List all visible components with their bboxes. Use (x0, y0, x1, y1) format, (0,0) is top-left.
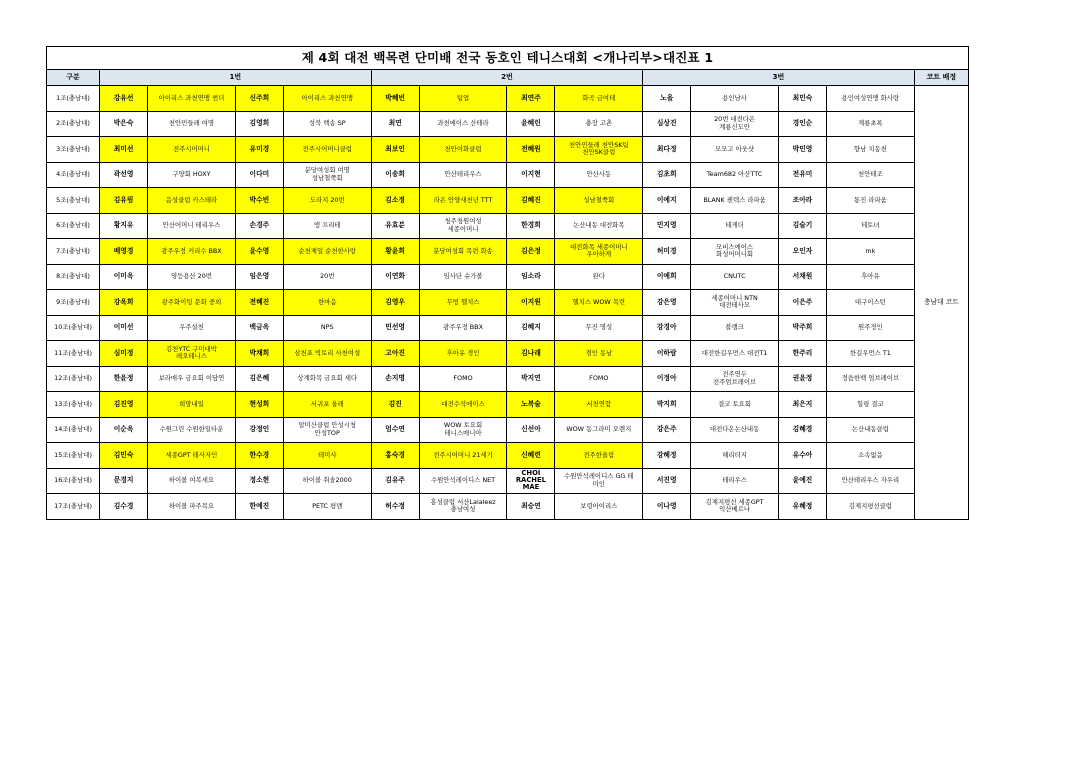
club-name: 임사단 슈가볼 (419, 264, 507, 290)
club-name: mk (826, 239, 914, 265)
player-name: 김유주 (371, 468, 419, 494)
player-name: 전혜진 (235, 290, 283, 316)
club-name: 전주한울림 (555, 443, 643, 469)
player-name: 신선아 (507, 417, 555, 443)
club-name: 소속없음 (826, 443, 914, 469)
club-name: 용인남사 (691, 86, 779, 112)
player-name: 심상진 (643, 111, 691, 137)
club-name: 안산테리우스 (419, 162, 507, 188)
club-name: 서천연합 (555, 392, 643, 418)
club-name: 테리우스 (691, 468, 779, 494)
club-name: 천안민들레 천안SK팀 천안SK클럽 (555, 137, 643, 163)
club-name: 구양회 HOXY (148, 162, 236, 188)
club-name: 논산내동 대전화목 (555, 213, 643, 239)
player-name: 최연주 (507, 86, 555, 112)
club-name: 수원만석레이디스 GG 테 미인 (555, 468, 643, 494)
club-name: 음성클럽 카스테라 (148, 188, 236, 214)
player-name: 전유미 (778, 162, 826, 188)
player-name: 백금옥 (235, 315, 283, 341)
player-name: 강은영 (643, 290, 691, 316)
table-row (47, 417, 969, 443)
club-name: 통진 라파움 (826, 188, 914, 214)
club-name: 하이볼 파주목요 (148, 494, 236, 520)
player-name: 엄수연 (371, 417, 419, 443)
club-name: 보라매우 금요회 이담연 (148, 366, 236, 392)
table-row (47, 188, 969, 214)
club-name: PETC 평맨 (283, 494, 371, 520)
player-name: 김영희 (235, 111, 283, 137)
player-name: 이순옥 (100, 417, 148, 443)
club-name: 모모고 아웃샷 (691, 137, 779, 163)
player-name: 전혜원 (507, 137, 555, 163)
club-name: 희망내일 (148, 392, 236, 418)
player-name: 김혜경 (778, 417, 826, 443)
player-name: 박지연 (507, 366, 555, 392)
header-col2: 2번 (371, 70, 643, 86)
player-name: 최민숙 (778, 86, 826, 112)
player-name: 유미경 (235, 137, 283, 163)
club-name: 김천YTC 구미대박 레오테니스 (148, 341, 236, 367)
player-name: 김영우 (371, 290, 419, 316)
player-name: 이송희 (371, 162, 419, 188)
player-name: 경인순 (778, 111, 826, 137)
club-name: 블랭크 (691, 315, 779, 341)
table-row (47, 468, 969, 494)
player-name: 신주희 (235, 86, 283, 112)
group-label: 16조(충남대) (47, 468, 100, 494)
club-name: 대구이스턴 (826, 290, 914, 316)
club-name: 경인 동남 (555, 341, 643, 367)
player-name: 임소라 (507, 264, 555, 290)
club-name: 한마음 (283, 290, 371, 316)
table-row (47, 239, 969, 265)
group-label: 8조(충남대) (47, 264, 100, 290)
club-name: 전주시어머니 21세기 (419, 443, 507, 469)
group-label: 6조(충남대) (47, 213, 100, 239)
club-name: 대전수석에이스 (419, 392, 507, 418)
player-name: 고아진 (371, 341, 419, 367)
club-name: 후아유 (826, 264, 914, 290)
player-name: 한예진 (235, 494, 283, 520)
club-name: 김제지평선 세종GPT 익산베르나 (691, 494, 779, 520)
club-name: 정읍한백 엄브레이브 (826, 366, 914, 392)
table-row (47, 137, 969, 163)
club-name: 안산사동 (555, 162, 643, 188)
player-name: 유수아 (778, 443, 826, 469)
club-name: 화곡 금여테 (555, 86, 643, 112)
player-name: 배영경 (100, 239, 148, 265)
player-name: 최다정 (643, 137, 691, 163)
group-label: 10조(충남대) (47, 315, 100, 341)
club-name: 하이볼 여복세요 (148, 468, 236, 494)
club-name: 안산테리우스 자우리 (826, 468, 914, 494)
player-name: 강경아 (643, 315, 691, 341)
club-name: 대전다온논산내동 (691, 417, 779, 443)
group-label: 9조(충남대) (47, 290, 100, 316)
club-name: 순천제일 순천한사랑 (283, 239, 371, 265)
group-label: 3조(충남대) (47, 137, 100, 163)
page-title: 제 4회 대전 백목련 단미배 전국 동호인 테니스대회 <개나리부>대진표 1 (47, 47, 969, 70)
player-name: 이예지 (643, 188, 691, 214)
club-name: Team682 아산TTC (691, 162, 779, 188)
group-label: 1조(충남대) (47, 86, 100, 112)
club-name: 전주시어머니클럽 (283, 137, 371, 163)
table-row (47, 366, 969, 392)
player-name: 김진 (371, 392, 419, 418)
club-name: 무빙 헬치스 (419, 290, 507, 316)
player-name: 강은주 (643, 417, 691, 443)
player-name: 유효분 (371, 213, 419, 239)
group-label: 5조(충남대) (47, 188, 100, 214)
player-name: 박혜빈 (371, 86, 419, 112)
player-name: 현성희 (235, 392, 283, 418)
player-name: 김초희 (643, 162, 691, 188)
group-label: 4조(충남대) (47, 162, 100, 188)
club-name: 천안이화클럽 (419, 137, 507, 163)
header-row (47, 70, 969, 86)
player-name: 최미선 (100, 137, 148, 163)
player-name: 김수경 (100, 494, 148, 520)
player-name: 권윤정 (778, 366, 826, 392)
table-row (47, 86, 969, 112)
player-name: 곽선영 (100, 162, 148, 188)
table-row (47, 290, 969, 316)
table-row (47, 494, 969, 520)
club-name: BLANK 켄텍스 라파움 (691, 188, 779, 214)
club-name: NPS (283, 315, 371, 341)
player-name: 김슬기 (778, 213, 826, 239)
player-name: 이은주 (778, 290, 826, 316)
club-name: 아이리스 과천연맹 (283, 86, 371, 112)
player-name: 김나래 (507, 341, 555, 367)
group-label: 17조(충남대) (47, 494, 100, 520)
club-name: 수원그린 수원한일타운 (148, 417, 236, 443)
player-name: 이나영 (643, 494, 691, 520)
group-label: 12조(충남대) (47, 366, 100, 392)
player-name: 정소현 (235, 468, 283, 494)
player-name: 박민영 (778, 137, 826, 163)
club-name: 모비스에이스 화성어머니회 (691, 239, 779, 265)
player-name: 최연 (371, 111, 419, 137)
club-name: 광주화이팅 문화 중외 (148, 290, 236, 316)
club-name: 청주청원여성 세종어머니 (419, 213, 507, 239)
club-name: 엥 프리테 (283, 213, 371, 239)
club-name: 광주우정 커리수 BBX (148, 239, 236, 265)
player-name: 김유림 (100, 188, 148, 214)
player-name: 황윤희 (371, 239, 419, 265)
club-name: 분당여성회 목련 화송 (419, 239, 507, 265)
player-name: 윤예진 (778, 468, 826, 494)
table-row (47, 111, 969, 137)
player-name: 손지명 (371, 366, 419, 392)
club-name: 세종GPT 테사자인 (148, 443, 236, 469)
club-name: 결코 토요회 (691, 392, 779, 418)
table-row (47, 315, 969, 341)
player-name: 한주리 (778, 341, 826, 367)
club-name: 광주우정 BBX (419, 315, 507, 341)
player-name: 이정아 (643, 366, 691, 392)
club-name: 김제지평선클럽 (826, 494, 914, 520)
player-name: 서진영 (643, 468, 691, 494)
club-name: 영등용산 20번 (148, 264, 236, 290)
group-label: 7조(충남대) (47, 239, 100, 265)
player-name: 윤혜린 (507, 111, 555, 137)
table-row (47, 162, 969, 188)
player-name: 최은지 (778, 392, 826, 418)
club-name: 후아유 경인 (419, 341, 507, 367)
player-name: 김민숙 (100, 443, 148, 469)
player-name: 윤수영 (235, 239, 283, 265)
club-name: WOW 동그라미 오렌지 (555, 417, 643, 443)
club-name: 과천에이스 산테라 (419, 111, 507, 137)
player-name: 한윤정 (100, 366, 148, 392)
club-name: 무진 명성 (555, 315, 643, 341)
player-name: 이예희 (643, 264, 691, 290)
club-name: 용인여성연맹 화사랑 (826, 86, 914, 112)
club-name: 분당여성회 여명 성남철쭉회 (283, 162, 371, 188)
club-name: 20번 대전다온 계룡신도안 (691, 111, 779, 137)
group-label: 13조(충남대) (47, 392, 100, 418)
player-name: 서채원 (778, 264, 826, 290)
player-name: 유혜정 (778, 494, 826, 520)
club-name: 세종어머니 NTN 대전테사모 (691, 290, 779, 316)
player-name: 김진영 (100, 392, 148, 418)
player-name: 최승연 (507, 494, 555, 520)
player-name: 이미옥 (100, 264, 148, 290)
club-name: 천안테조 (826, 162, 914, 188)
club-name: 삼천포 빅토리 사천여성 (283, 341, 371, 367)
player-name: 홍숙경 (371, 443, 419, 469)
club-name: 힐링 결코 (826, 392, 914, 418)
club-name: 계룡초록 (826, 111, 914, 137)
player-name: 문경지 (100, 468, 148, 494)
group-label: 2조(충남대) (47, 111, 100, 137)
club-name: 수원안석레이디스 NET (419, 468, 507, 494)
club-name: FOMO (555, 366, 643, 392)
player-name: 손경주 (235, 213, 283, 239)
club-name: 우주설천 (148, 315, 236, 341)
club-name: CNUTC (691, 264, 779, 290)
group-label: 11조(충남대) (47, 341, 100, 367)
player-name: 신혜련 (507, 443, 555, 469)
player-name: 강혜정 (643, 443, 691, 469)
club-name: 한길우먼스 T1 (826, 341, 914, 367)
club-name: FOMO (419, 366, 507, 392)
club-name: 대전한길우먼스 대전T1 (691, 341, 779, 367)
player-name: 허미경 (643, 239, 691, 265)
club-name: 홍성클럽 서산Lalaleez 충남여성 (419, 494, 507, 520)
club-name: 논산내동클럽 (826, 417, 914, 443)
court-assignment: 충남대 코트 (914, 86, 968, 520)
player-name: 강옥희 (100, 290, 148, 316)
player-name: 박채희 (235, 341, 283, 367)
table-row (47, 264, 969, 290)
club-name: 보령아이리스 (555, 494, 643, 520)
club-name: 라온 안양새천년 TTT (419, 188, 507, 214)
club-name: 서귀포 올레 (283, 392, 371, 418)
player-name: 박주희 (778, 315, 826, 341)
player-name: 한수경 (235, 443, 283, 469)
club-name: 안산어머니 테리우스 (148, 213, 236, 239)
player-name: 한경희 (507, 213, 555, 239)
player-name: 김혜지 (507, 315, 555, 341)
player-name: 민지영 (643, 213, 691, 239)
club-name: 천안민들레 여명 (148, 111, 236, 137)
club-name: 전주연두 전주엄브레이브 (691, 366, 779, 392)
table-row (47, 341, 969, 367)
player-name: CHOI RACHEL MAE (507, 468, 555, 494)
club-name: 상계화목 금요회 세다 (283, 366, 371, 392)
player-name: 김소정 (371, 188, 419, 214)
club-name: 대전화목 세종어머니 우아하게 (555, 239, 643, 265)
player-name: 임은영 (235, 264, 283, 290)
player-name: 김혜진 (507, 188, 555, 214)
header-group: 구분 (47, 70, 100, 86)
header-col1: 1번 (100, 70, 372, 86)
player-name: 강정인 (235, 417, 283, 443)
player-name: 박수빈 (235, 188, 283, 214)
club-name: 테게더 (691, 213, 779, 239)
group-label: 14조(충남대) (47, 417, 100, 443)
player-name: 심미정 (100, 341, 148, 367)
table-row (47, 392, 969, 418)
club-name: 하이볼 취솔2000 (283, 468, 371, 494)
table-row (47, 443, 969, 469)
player-name: 노을 (643, 86, 691, 112)
group-label: 15조(충남대) (47, 443, 100, 469)
player-name: 김은혜 (235, 366, 283, 392)
club-name: 성남철쭉회 (555, 188, 643, 214)
player-name: 최보인 (371, 137, 419, 163)
club-name: 원주정인 (826, 315, 914, 341)
player-name: 이다미 (235, 162, 283, 188)
player-name: 박지희 (643, 392, 691, 418)
player-name: 조아라 (778, 188, 826, 214)
player-name: 민선영 (371, 315, 419, 341)
club-name: 성북 백송 SP (283, 111, 371, 137)
club-name: 알미산클럽 안성시청 안성TOP (283, 417, 371, 443)
club-name: 헤리티지 (691, 443, 779, 469)
player-name: 이지원 (507, 290, 555, 316)
player-name: 박은숙 (100, 111, 148, 137)
header-col3: 3번 (643, 70, 915, 86)
club-name: 향남 치동천 (826, 137, 914, 163)
title-row (47, 47, 969, 70)
player-name: 이연화 (371, 264, 419, 290)
player-name: 오인자 (778, 239, 826, 265)
table-row (47, 213, 969, 239)
club-name: 충장 고촌 (555, 111, 643, 137)
player-name: 노복술 (507, 392, 555, 418)
club-name: 테토녀 (826, 213, 914, 239)
player-name: 강유선 (100, 86, 148, 112)
player-name: 허수정 (371, 494, 419, 520)
club-name: 테미사 (283, 443, 371, 469)
player-name: 이하람 (643, 341, 691, 367)
player-name: 이미선 (100, 315, 148, 341)
player-name: 이지현 (507, 162, 555, 188)
club-name: 도라지 20번 (283, 188, 371, 214)
club-name: 헬치스 WOW 목련 (555, 290, 643, 316)
player-name: 황지유 (100, 213, 148, 239)
club-name: 20번 (283, 264, 371, 290)
player-name: 김은정 (507, 239, 555, 265)
club-name: 완다 (555, 264, 643, 290)
club-name: 팀업 (419, 86, 507, 112)
header-court: 코트 배정 (914, 70, 968, 86)
bracket-table (46, 46, 969, 520)
club-name: 전주시어머니 (148, 137, 236, 163)
club-name: WOW 토요회 테니스매니아 (419, 417, 507, 443)
club-name: 아이리스 과천연맹 썬더 (148, 86, 236, 112)
